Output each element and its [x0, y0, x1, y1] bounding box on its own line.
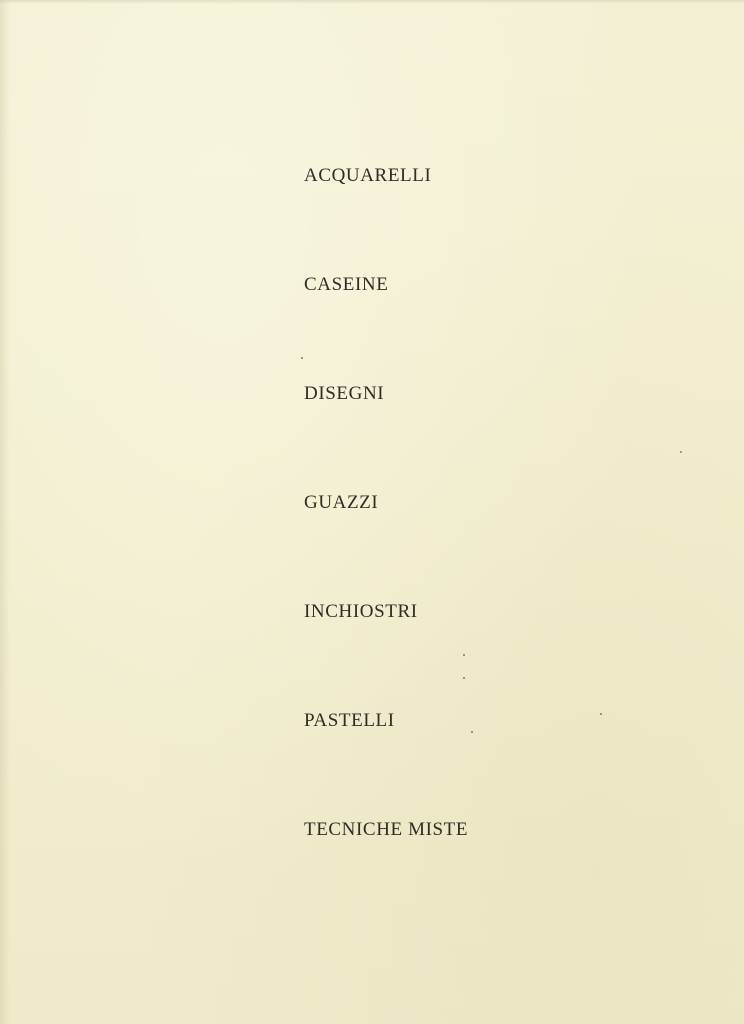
index-item-guazzi: GUAZZI	[304, 492, 379, 513]
index-item-caseine: CASEINE	[304, 274, 389, 295]
paper-speck	[463, 654, 465, 656]
index-item-inchiostri: INCHIOSTRI	[304, 601, 418, 622]
technique-index-list	[304, 164, 468, 927]
index-item-acquarelli: ACQUARELLI	[304, 165, 432, 186]
page-edge-shadow	[0, 0, 10, 1024]
index-item-pastelli: PASTELLI	[304, 710, 395, 731]
paper-speck	[680, 451, 682, 453]
paper-speck	[463, 677, 465, 679]
page-top-shadow	[0, 0, 744, 4]
paper-speck	[471, 731, 473, 733]
index-item-disegni: DISEGNI	[304, 383, 385, 404]
paper-speck	[600, 713, 602, 715]
paper-speck	[301, 357, 303, 359]
index-item-tecniche-miste: TECNICHE MISTE	[304, 819, 469, 840]
